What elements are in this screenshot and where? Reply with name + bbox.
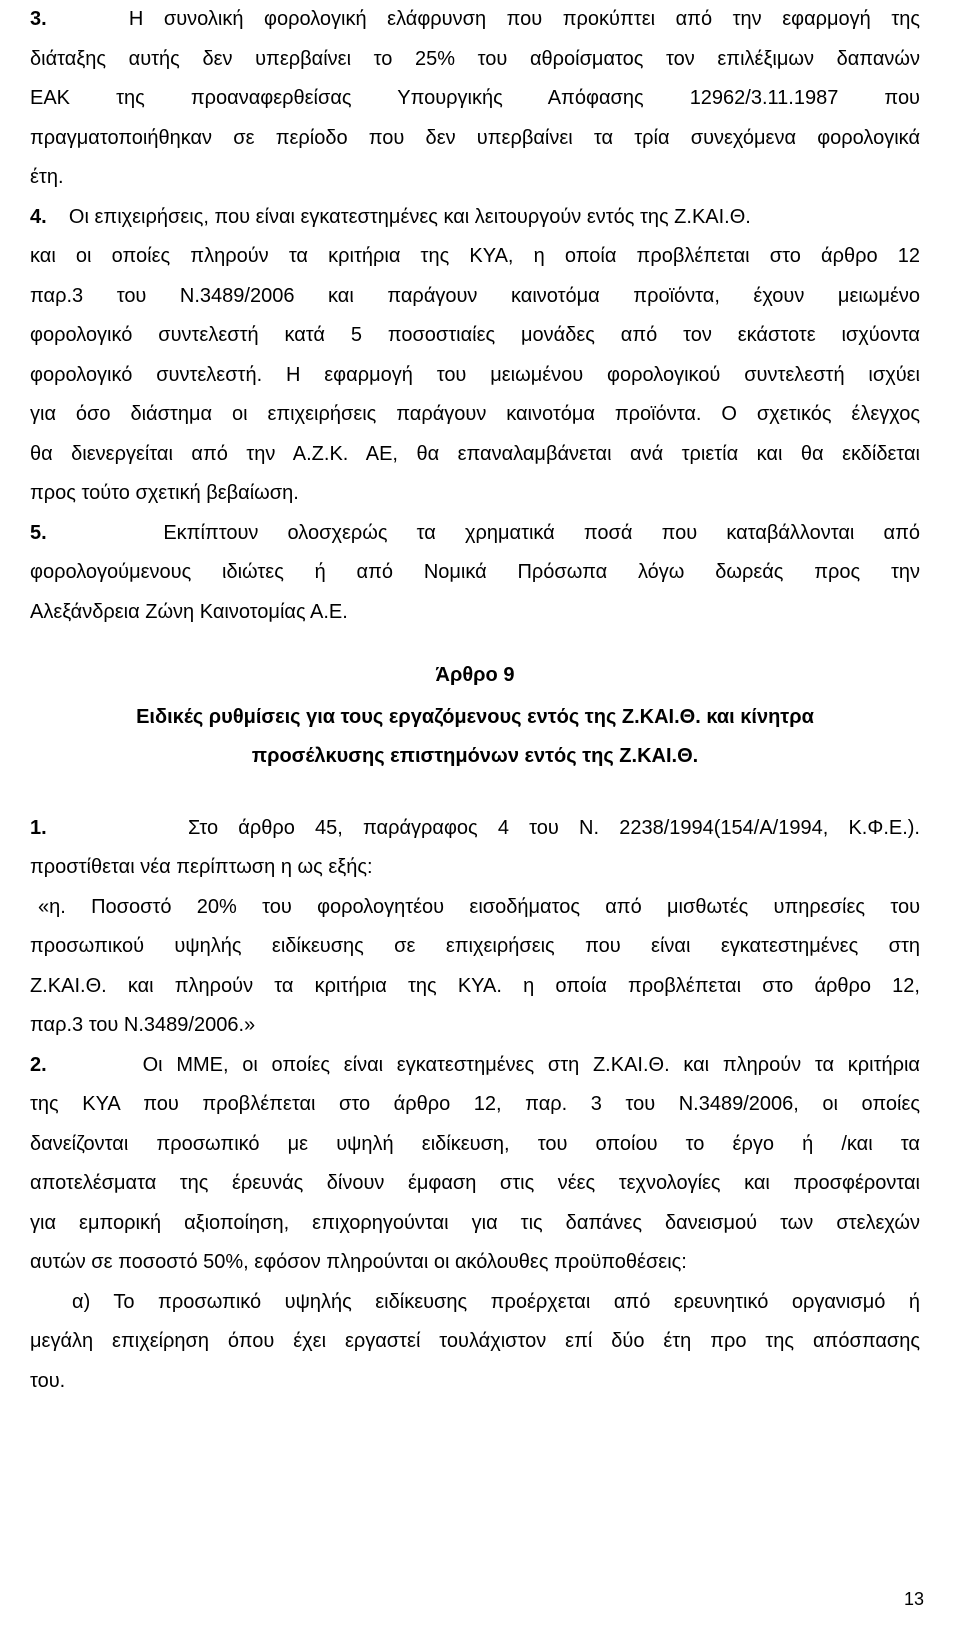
article-item-2-line-3: δανείζονται προσωπικό με υψηλή ειδίκευση, του οποίου το έργο ή /και τα [30,1132,920,1155]
paragraph-number: 3. [30,8,47,30]
paragraph-4-line-8: προς τούτο σχετική βεβαίωση. [30,482,299,504]
article-item-1-line-2: προστίθεται νέα περίπτωση η ως εξής: [30,856,373,878]
subitem-a-line-2: μεγάλη επιχείρηση όπου έχει εργαστεί τουλάχιστον επί δύο έτη προ της απόσπασης [30,1330,920,1352]
quote-line-3: Ζ.ΚΑΙ.Θ. και πληρούν τα κριτήρια της ΚΥΑ. η οποία προβλέπεται στο άρθρο 12, [30,974,920,997]
spacer [30,777,920,809]
paragraph-number: 4. [30,205,47,228]
article-subtitle-line-2: προσέλκυσης επιστημόνων εντός της Ζ.ΚΑΙ.Θ. [251,745,699,767]
article-item-2-line-4: αποτελέσματα της έρευνάς δίνουν έμφαση στις νέες τεχνολογίες και προσφέρονται [30,1172,920,1194]
page-number: 13 [903,1589,924,1609]
article-subtitle-line-1: Ειδικές ρυθμίσεις για τους εργαζόμενους εντός της Ζ.ΚΑΙ.Θ. και κίνητρα [136,705,814,728]
article-item-1-line-1: 1. Στο άρθρο 45, παράγραφος 4 του Ν. 2238/1994(154/Α/1994, Κ.Φ.Ε.). [30,816,920,839]
paragraph-4-line-7: θα διενεργείται από την Α.Ζ.Κ. ΑΕ, θα επαναλαμβάνεται ανά τριετία και θα εκδίδεται [30,442,920,465]
paragraph-4-line-1: 4. Οι επιχειρήσεις, που είναι εγκατεστημένες και λειτουργούν εντός της Ζ.ΚΑΙ.Θ. [30,205,751,228]
paragraph-3-line-4: πραγματοποιήθηκαν σε περίοδο που δεν υπερβαίνει τα τρία συνεχόμενα φορολογικά [30,126,920,149]
paragraph-5-line-1: 5. Εκπίπτουν ολοσχερώς τα χρηματικά ποσά που καταβάλλονται από [30,521,920,544]
paragraph-4-line-5: φορολογικό συντελεστή. Η εφαρμογή του μειωμένου φορολογικού συντελεστή ισχύει [30,363,920,386]
subitem-a-line-1: α) Το προσωπικό υψηλής ειδίκευσης προέρχεται από ερευνητικό οργανισμό ή [72,1290,920,1313]
paragraph-4-line-6: για όσο διάστημα οι επιχειρήσεις παράγουν καινοτόμα προϊόντα. Ο σχετικός έλεγχος [30,403,920,425]
paragraph-3-line-2: διάταξης αυτής δεν υπερβαίνει το 25% του αθροίσματος τον επιλέξιμων δαπανών [30,47,920,70]
paragraph-3-line-1: 3. Η συνολική φορολογική ελάφρυνση που προκύπτει από την εφαρμογή της [30,8,921,30]
subitem-a-line-3: του. [30,1369,66,1392]
paragraph-4-line-3: παρ.3 του Ν.3489/2006 και παράγουν καινοτόμα προϊόντα, έχουν μειωμένο [30,284,920,307]
paragraph-4-line-4: φορολογικό συντελεστή κατά 5 ποσοστιαίες μονάδες από τον εκάστοτε ισχύοντα [30,324,920,346]
paragraph-3-line-3: ΕΑΚ της προαναφερθείσας Υπουργικής Απόφασης 12962/3.11.1987 που [30,87,920,109]
item-number: 1. [30,816,47,839]
paragraph-number: 5. [30,521,47,544]
item-number: 2. [30,1053,47,1076]
quote-line-4: παρ.3 του Ν.3489/2006.» [30,1014,256,1036]
article-item-2-line-6: αυτών σε ποσοστό 50%, εφόσον πληρούνται οι ακόλουθες προϋποθέσεις: [30,1251,687,1273]
article-title: Άρθρο 9 [435,664,515,686]
quote-line-2: προσωπικού υψηλής ειδίκευσης σε επιχειρήσεις που είναι εγκατεστημένες στη [30,935,920,957]
article-item-2-line-2: της ΚΥΑ που προβλέπεται στο άρθρο 12, παρ. 3 του Ν.3489/2006, οι οποίες [30,1093,920,1115]
paragraph-5-line-3: Αλεξάνδρεια Ζώνη Καινοτομίας Α.Ε. [30,600,348,623]
quote-line-1: «η. Ποσοστό 20% του φορολογητέου εισοδήματος από μισθωτές υπηρεσίες του [38,895,920,918]
paragraph-3-line-5: έτη. [30,166,64,188]
paragraph-5-line-2: φορολογούμενους ιδιώτες ή από Νομικά Πρόσωπα λόγω δωρεάς προς την [30,561,920,583]
article-item-2-line-5: για εμπορική αξιοποίηση, επιχορηγούνται για τις δαπάνες δανεισμού των στελεχών [30,1211,920,1234]
paragraph-4-line-2: και οι οποίες πληρούν τα κριτήρια της ΚΥΑ, η οποία προβλέπεται στο άρθρο 12 [30,245,920,267]
document-page [30,0,920,1401]
article-item-2-line-1: 2. Οι ΜΜΕ, οι οποίες είναι εγκατεστημένες στη Ζ.ΚΑΙ.Θ. και πληρούν τα κριτήρια [30,1053,920,1076]
